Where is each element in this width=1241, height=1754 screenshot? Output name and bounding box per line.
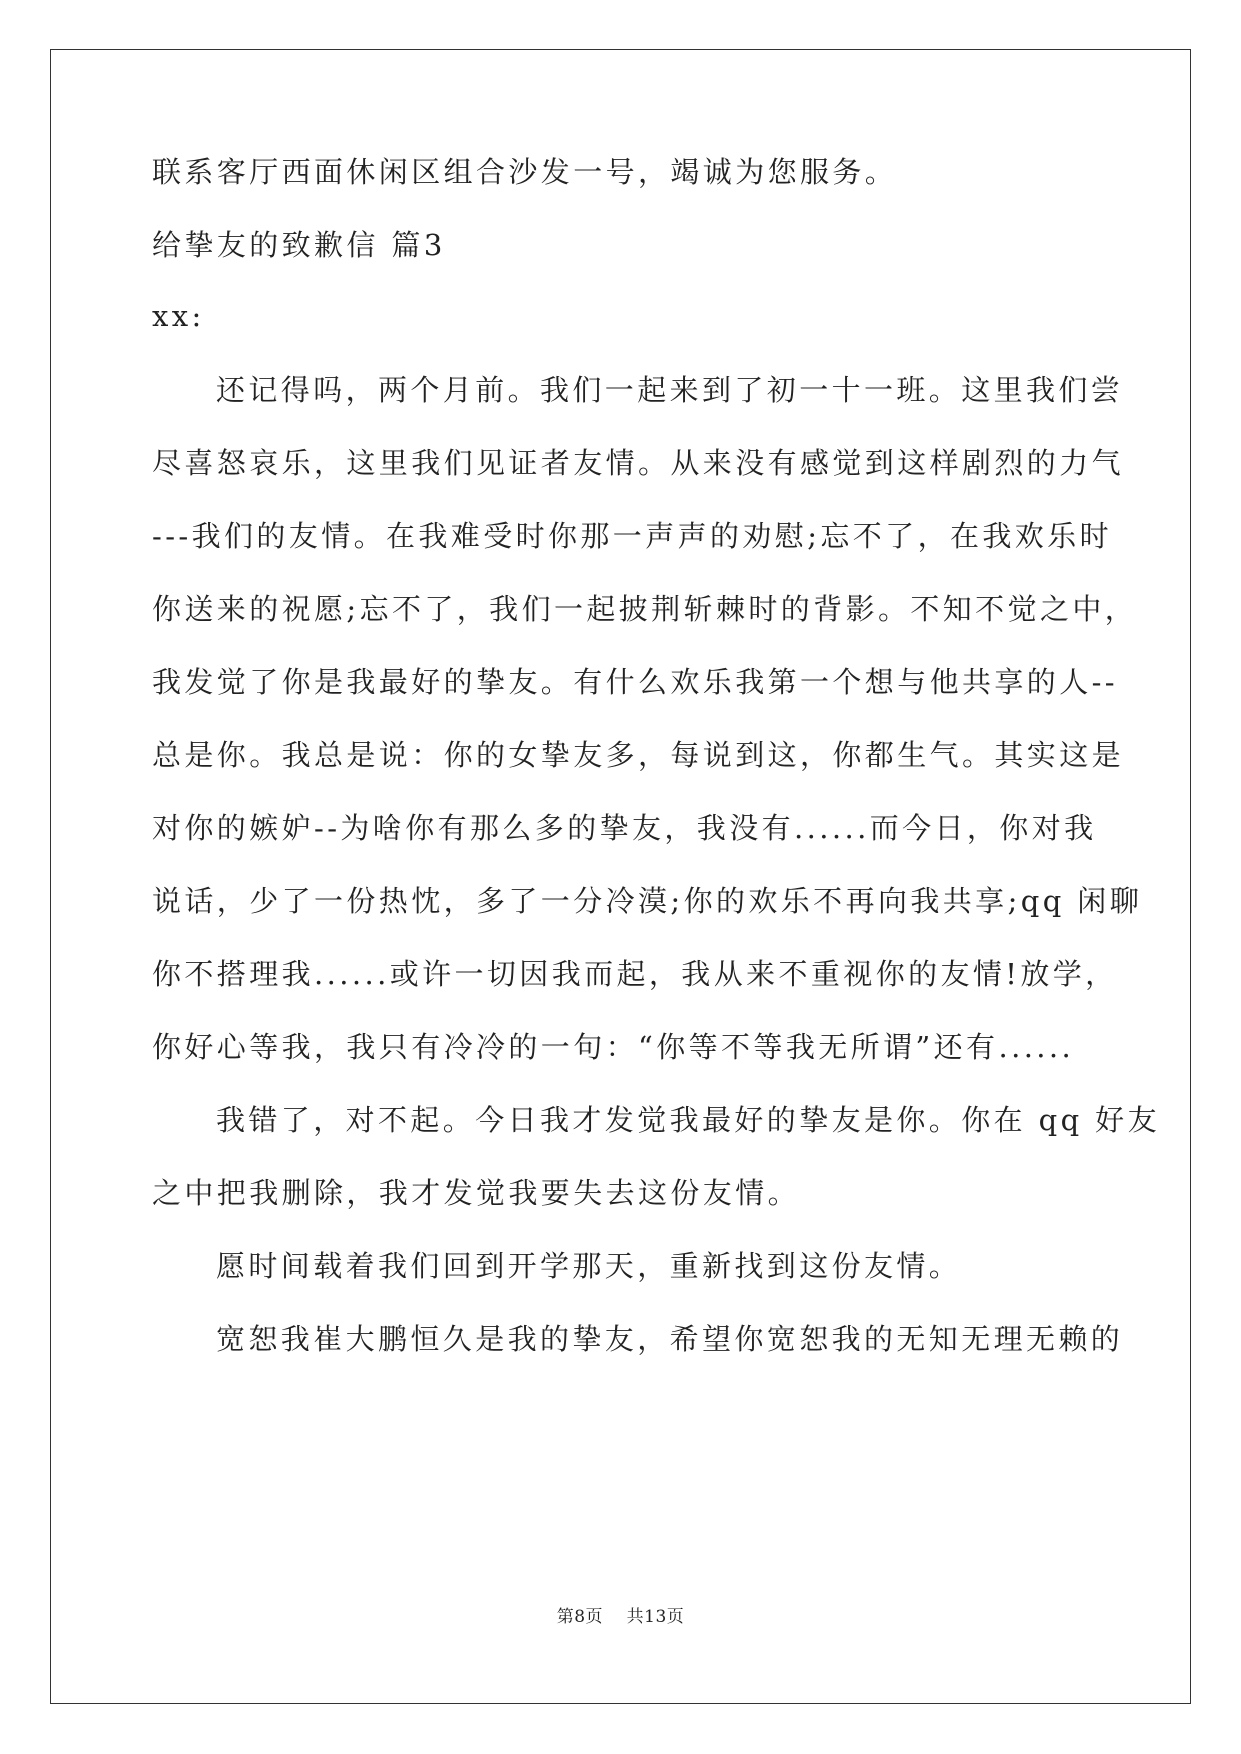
section-heading: 给挚友的致歉信 篇3 bbox=[152, 228, 446, 262]
page-number: 第8页 bbox=[556, 1607, 604, 1627]
page-border bbox=[50, 49, 1191, 1704]
paragraph-line: 说话，少了一份热忱，多了一分冷漠;你的欢乐不再向我共享;qq 闲聊 bbox=[152, 884, 1143, 918]
page-footer bbox=[0, 1602, 1241, 1627]
paragraph-line: 宽恕我崔大鹏恒久是我的挚友，希望你宽恕我的无知无理无赖的 bbox=[216, 1322, 1124, 1356]
paragraph-line: ---我们的友情。在我难受时你那一声声的劝慰;忘不了，在我欢乐时 bbox=[152, 519, 1112, 553]
paragraph-line: 我错了，对不起。今日我才发觉我最好的挚友是你。你在 qq 好友 bbox=[216, 1103, 1160, 1137]
paragraph-line: 愿时间载着我们回到开学那天，重新找到这份友情。 bbox=[216, 1249, 962, 1283]
paragraph-line: 之中把我删除，我才发觉我要失去这份友情。 bbox=[152, 1176, 801, 1210]
paragraph-line: 还记得吗，两个月前。我们一起来到了初一十一班。这里我们尝 bbox=[216, 373, 1124, 407]
paragraph-line: 你送来的祝愿;忘不了，我们一起披荆斩棘时的背影。不知不觉之中， bbox=[152, 592, 1138, 626]
paragraph-line: 你好心等我，我只有冷冷的一句：“你等不等我无所谓”还有...... bbox=[152, 1030, 1075, 1064]
paragraph-line: 尽喜怒哀乐，这里我们见证者友情。从来没有感觉到这样剧烈的力气 bbox=[152, 446, 1125, 480]
paragraph-line: 对你的嫉妒--为啥你有那么多的挚友，我没有......而今日，你对我 bbox=[152, 811, 1097, 845]
paragraph-line: 你不搭理我......或许一切因我而起，我从来不重视你的友情!放学， bbox=[152, 957, 1118, 991]
salutation: xx: bbox=[152, 299, 205, 333]
page-total: 共13页 bbox=[626, 1607, 685, 1627]
paragraph-line: 我发觉了你是我最好的挚友。有什么欢乐我第一个想与他共享的人-- bbox=[152, 665, 1118, 699]
text-line: 联系客厅西面休闲区组合沙发一号，竭诚为您服务。 bbox=[152, 155, 898, 189]
paragraph-line: 总是你。我总是说：你的女挚友多，每说到这，你都生气。其实这是 bbox=[152, 738, 1125, 772]
